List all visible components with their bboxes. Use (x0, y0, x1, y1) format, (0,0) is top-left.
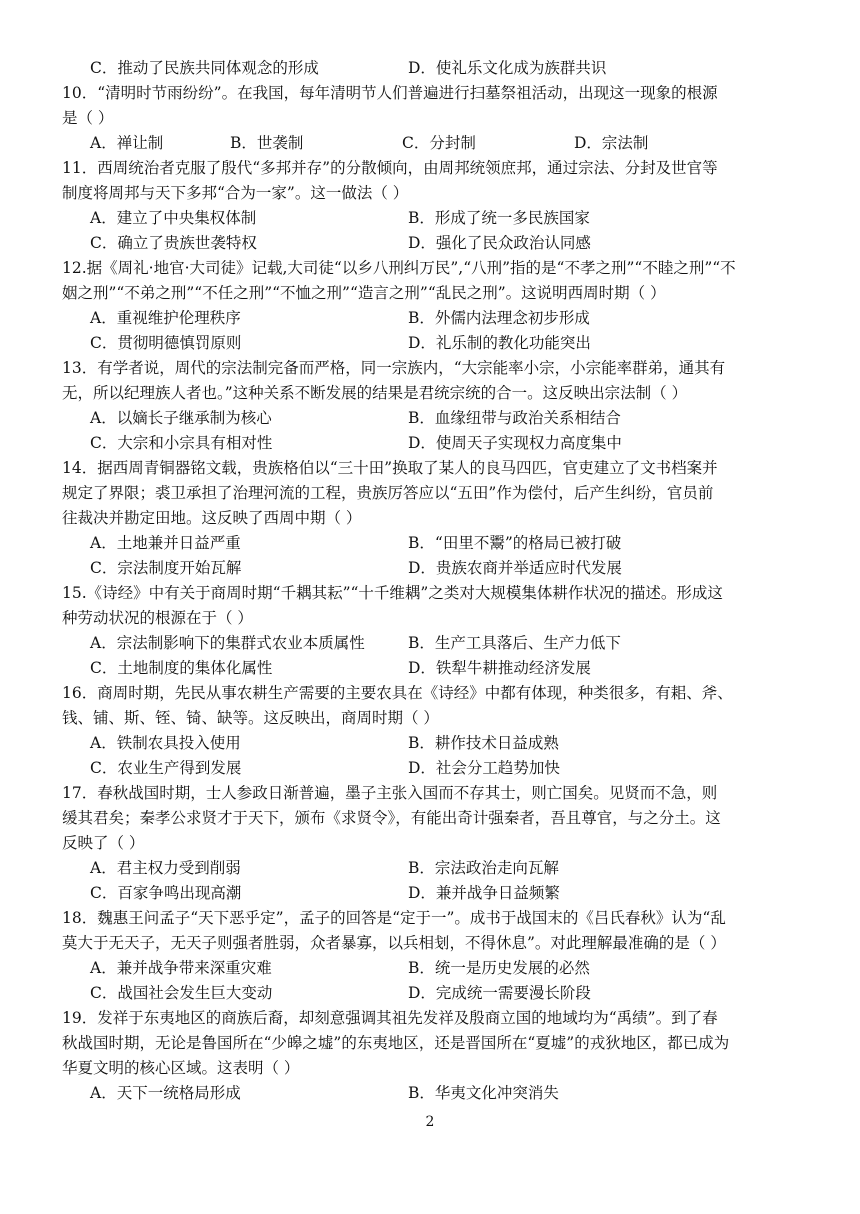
answer-option: C．分封制 (402, 134, 476, 152)
answer-option: D．兼并战争日益频繁 (408, 884, 560, 902)
option-row (62, 556, 802, 581)
question-text-line: 18．魏惠王问孟子“天下恶乎定”，孟子的回答是“定于一”。成书于战国末的《吕氏春秋》认为“乱 (62, 909, 726, 927)
answer-option: A．铁制农具投入使用 (90, 734, 241, 752)
answer-option: A．天下一统格局形成 (90, 1084, 241, 1102)
answer-option: B．华夷文化冲突消失 (408, 1084, 559, 1102)
question-text-line: 无，所以纪理族人者也。”这种关系不断发展的结果是君统宗统的合一。这反映出宗法制（ ） (62, 384, 688, 402)
option-row (62, 631, 802, 656)
answer-option: A．禅让制 (90, 134, 164, 152)
option-row (62, 756, 802, 781)
question-text-line: 制度将周邦与天下多邦“合为一家”。这一做法（ ） (62, 184, 409, 202)
question-text-line: 19．发祥于东夷地区的商族后裔，却刻意强调其祖先发祥及殷商立国的地域均为“禹绩”。到了春 (62, 1009, 718, 1027)
answer-option: B．外儒内法理念初步形成 (408, 309, 590, 327)
answer-option: C．确立了贵族世袭特权 (90, 234, 257, 252)
document-page (62, 56, 802, 1106)
option-row (62, 981, 802, 1006)
answer-option: D．使礼乐文化成为族群共识 (408, 59, 607, 77)
option-row (62, 56, 802, 81)
page-number: 2 (425, 1114, 435, 1130)
answer-option: D．强化了民众政治认同感 (408, 234, 591, 252)
question-text-line: 秋战国时期，无论是鲁国所在“少皞之墟”的东夷地区，还是晋国所在“夏墟”的戎狄地区，都已成为 (62, 1034, 730, 1052)
answer-option: D．完成统一需要漫长阶段 (408, 984, 591, 1002)
answer-option: C．农业生产得到发展 (90, 759, 242, 777)
answer-option: C．百家争鸣出现高潮 (90, 884, 242, 902)
answer-option: C．宗法制度开始瓦解 (90, 559, 242, 577)
question-text-line: 12.据《周礼·地官·大司徒》记载,大司徒“以乡八刑纠万民”,“八刑”指的是“不孝之刑”“不睦之刑”“不 (62, 259, 736, 277)
question-text-line: 16．商周时期，先民从事农耕生产需要的主要农具在《诗经》中都有体现，种类很多，有耜、斧、 (62, 684, 733, 702)
option-row (62, 656, 802, 681)
answer-option: C．贯彻明德慎罚原则 (90, 334, 242, 352)
answer-option: A．建立了中央集权体制 (90, 209, 257, 227)
question-text-line: 10．“清明时节雨纷纷”。在我国，每年清明节人们普遍进行扫墓祭祖活动，出现这一现象的根源 (62, 84, 718, 102)
question-text-line: 姻之刑”“不弟之刑”“不任之刑”“不恤之刑”“造言之刑”“乱民之刑”。这说明西周时期（ ） (62, 284, 666, 302)
question-text-line: 15.《诗经》中有关于商周时期“千耦其耘”“十千维耦”之类对大规模集体耕作状况的描述。形成这 (62, 584, 723, 602)
answer-option: D．宗法制 (574, 134, 649, 152)
question-text-line: 缓其君矣；秦孝公求贤才于天下，颁布《求贤令》，有能出奇计强秦者，吾且尊官，与之分土。这 (62, 809, 721, 827)
answer-option: B．耕作技术日益成熟 (408, 734, 559, 752)
answer-option: C．大宗和小宗具有相对性 (90, 434, 273, 452)
answer-option: C．土地制度的集体化属性 (90, 659, 273, 677)
question-text-line: 17．春秋战国时期，士人参政日渐普遍，墨子主张入国而不存其士，则亡国矣。见贤而不急，则 (62, 784, 718, 802)
answer-option: D．礼乐制的教化功能突出 (408, 334, 591, 352)
option-row (62, 331, 802, 356)
option-row (62, 856, 802, 881)
answer-option: B．形成了统一多民族国家 (408, 209, 590, 227)
question-text-line: 规定了界限；裘卫承担了治理河流的工程，贵族厉答应以“五田”作为偿付，后产生纠纷，官员前 (62, 484, 714, 502)
question-text-line: 莫大于无天子，无天子则强者胜弱，众者暴寡，以兵相刬，不得休息”。对此理解最准确的是（ ） (62, 934, 726, 952)
question-text-line: 14．据西周青铜器铭文载，贵族格伯以“三十田”换取了某人的良马四匹，官吏建立了文书档案并 (62, 459, 718, 477)
answer-option: B．血缘纽带与政治关系相结合 (408, 409, 621, 427)
question-text-line: 种劳动状况的根源在于（ ） (62, 609, 253, 627)
answer-option: B．“田里不鬻”的格局已被打破 (408, 534, 622, 552)
option-row (62, 206, 802, 231)
question-text-line: 11．西周统治者克服了殷代“多邦并存”的分散倾向，由周邦统领庶邦，通过宗法、分封及世官等 (62, 159, 718, 177)
option-row (62, 406, 802, 431)
option-row (62, 881, 802, 906)
question-text-line: 华夏文明的核心区域。这表明（ ） (62, 1059, 300, 1077)
option-row (62, 1081, 802, 1106)
answer-option: B．宗法政治走向瓦解 (408, 859, 559, 877)
option-row (62, 531, 802, 556)
option-row (62, 731, 802, 756)
option-row (62, 956, 802, 981)
answer-option: B．世袭制 (230, 134, 304, 152)
option-row (62, 306, 802, 331)
option-row (62, 131, 802, 156)
question-text-line: 是（ ） (62, 109, 114, 127)
answer-option: D．贵族农商并举适应时代发展 (408, 559, 622, 577)
answer-option: A．宗法制影响下的集群式农业本质属性 (90, 634, 365, 652)
answer-option: D．使周天子实现权力高度集中 (408, 434, 622, 452)
answer-option: B．生产工具落后、生产力低下 (408, 634, 621, 652)
question-text-line: 13．有学者说，周代的宗法制完备而严格，同一宗族内，“大宗能率小宗，小宗能率群弟，通其有 (62, 359, 726, 377)
question-text-line: 往裁决并勘定田地。这反映了西周中期（ ） (62, 509, 362, 527)
answer-option: A．重视维护伦理秩序 (90, 309, 241, 327)
answer-option: A．以嫡长子继承制为核心 (90, 409, 272, 427)
answer-option: D．铁犁牛耕推动经济发展 (408, 659, 591, 677)
question-text-line: 钱、铺、斯、铚、锜、缺等。这反映出，商周时期（ ） (62, 709, 439, 727)
answer-option: D．社会分工趋势加快 (408, 759, 560, 777)
answer-option: C．推动了民族共同体观念的形成 (90, 59, 319, 77)
answer-option: A．土地兼并日益严重 (90, 534, 241, 552)
answer-option: B．统一是历史发展的必然 (408, 959, 590, 977)
option-row (62, 431, 802, 456)
answer-option: C．战国社会发生巨大变动 (90, 984, 273, 1002)
option-row (62, 231, 802, 256)
answer-option: A．兼并战争带来深重灾难 (90, 959, 272, 977)
question-text-line: 反映了（ ） (62, 834, 145, 852)
answer-option: A．君主权力受到削弱 (90, 859, 241, 877)
